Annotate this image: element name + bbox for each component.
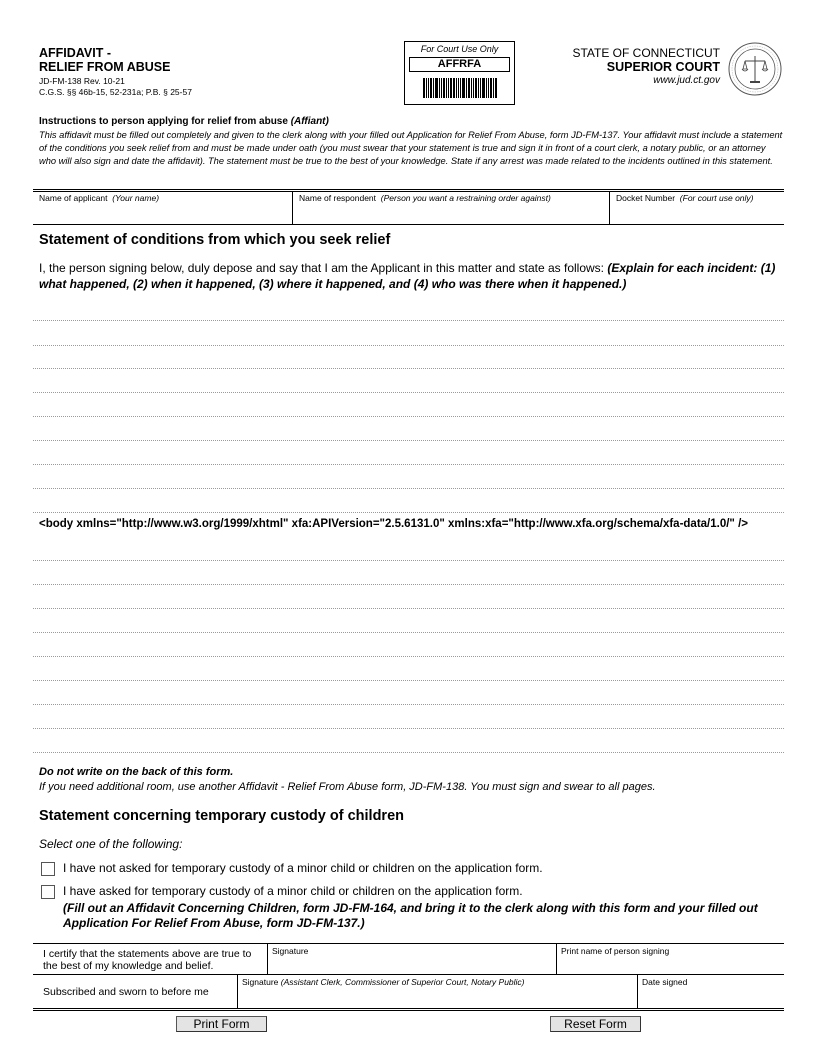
instructions-title-suffix: (Affiant) bbox=[290, 116, 329, 127]
print-form-button[interactable]: Print Form bbox=[176, 1016, 267, 1032]
docket-label: Docket Number bbox=[616, 193, 676, 203]
names-row bbox=[33, 192, 784, 225]
statement-line bbox=[33, 656, 784, 657]
not-asked-custody-checkbox[interactable] bbox=[41, 862, 55, 876]
statement-line bbox=[33, 512, 784, 513]
barcode-bar bbox=[495, 78, 497, 98]
barcode-bar bbox=[441, 78, 442, 98]
select-one-label: Select one of the following: bbox=[39, 837, 183, 851]
certify-statement: I certify that the statements above are true to the best of my knowledge and belief. bbox=[33, 944, 268, 974]
barcode-bar bbox=[480, 78, 481, 98]
state-name: STATE OF CONNECTICUT bbox=[572, 46, 720, 60]
barcode-bar bbox=[433, 78, 434, 98]
barcode-bar bbox=[473, 78, 474, 98]
statement-line bbox=[33, 416, 784, 417]
barcode-bar bbox=[490, 78, 492, 98]
applicant-signature-field[interactable] bbox=[268, 944, 557, 974]
barcode-bar bbox=[443, 78, 445, 98]
date-signed-label: Date signed bbox=[642, 977, 688, 987]
barcode-bar bbox=[468, 78, 470, 98]
respondent-label: Name of respondent bbox=[299, 193, 377, 203]
barcode-bar bbox=[460, 78, 461, 98]
statement-line bbox=[33, 632, 784, 633]
court-website: www.jud.ct.gov bbox=[653, 75, 720, 86]
statement-heading: Statement of conditions from which you seek relief bbox=[39, 232, 391, 248]
court-name: SUPERIOR COURT bbox=[606, 60, 720, 74]
barcode-bar bbox=[475, 78, 477, 98]
statement-line bbox=[33, 752, 784, 753]
statement-line bbox=[33, 345, 784, 346]
barcode-bar bbox=[435, 78, 438, 98]
barcode-bar bbox=[450, 78, 452, 98]
print-name-label: Print name of person signing bbox=[561, 946, 670, 956]
print-name-field[interactable] bbox=[557, 944, 784, 974]
form-title bbox=[39, 46, 170, 74]
barcode-bar bbox=[448, 78, 449, 98]
court-use-box bbox=[404, 41, 515, 105]
barcode-bar bbox=[428, 78, 429, 98]
barcode-bar bbox=[478, 78, 479, 98]
official-signature-field[interactable] bbox=[238, 975, 638, 1008]
signature-row-official bbox=[33, 975, 784, 1008]
barcode-bar bbox=[486, 78, 487, 98]
applicant-signature-label: Signature bbox=[272, 946, 309, 956]
instructions-text: This affidavit must be filled out completely and given to the clerk along with your filled out Application for Relief From Abuse, form JD-FM-137. Your affidavit must include a statement of the conditions you seek relief from and must be made under oath (you must swear that your statement is true and sign it in front of a court clerk, a notary public, or an attorney who will also sign and date the affidavit). The statement must be true to the best of your knowledge. State if any arrest was made related to the incidents outlined in this statement. bbox=[39, 130, 783, 166]
statement-line bbox=[33, 440, 784, 441]
applicant-hint: (Your name) bbox=[112, 193, 160, 203]
form-title-line2: RELIEF FROM ABUSE bbox=[39, 60, 171, 74]
additional-room-note: If you need additional room, use another Affidavit - Relief From Abuse form, JD-FM-138. You must sign and swear to all pages. bbox=[39, 781, 656, 793]
statement-line bbox=[33, 584, 784, 585]
barcode-bar bbox=[423, 78, 425, 98]
reset-form-button[interactable]: Reset Form bbox=[550, 1016, 641, 1032]
barcode-bar bbox=[446, 78, 447, 98]
statement-line bbox=[33, 680, 784, 681]
statement-line bbox=[33, 464, 784, 465]
instructions-title bbox=[39, 116, 329, 127]
respondent-name-field[interactable] bbox=[293, 192, 610, 224]
statement-intro-text: I, the person signing below, duly depose and say that I am the Applicant in this matter and state as follows: bbox=[39, 261, 608, 275]
statement-line bbox=[33, 704, 784, 705]
statement-line bbox=[33, 368, 784, 369]
court-heading bbox=[560, 46, 720, 88]
statement-line bbox=[33, 560, 784, 561]
signature-row-applicant bbox=[33, 944, 784, 975]
statement-line bbox=[33, 392, 784, 393]
docket-hint: (For court use only) bbox=[679, 193, 754, 203]
respondent-hint: (Person you want a restraining order against) bbox=[380, 193, 551, 203]
barcode-bar bbox=[493, 78, 494, 98]
form-meta bbox=[39, 76, 192, 98]
barcode-bar bbox=[426, 78, 427, 98]
barcode-bar bbox=[482, 78, 485, 98]
connecticut-judicial-seal-icon bbox=[728, 42, 782, 96]
official-signature-hint: (Assistant Clerk, Commissioner of Superior Court, Notary Public) bbox=[280, 977, 525, 987]
barcode-bar bbox=[453, 78, 455, 98]
barcode-icon bbox=[423, 78, 499, 98]
custody-heading: Statement concerning temporary custody of children bbox=[39, 808, 404, 824]
sworn-statement: Subscribed and sworn to before me bbox=[33, 975, 238, 1008]
signature-bottom-rule bbox=[33, 1008, 784, 1011]
barcode-bar bbox=[462, 78, 465, 98]
barcode-bar bbox=[488, 78, 489, 98]
court-use-label: For Court Use Only bbox=[420, 44, 499, 54]
official-signature-label: Signature bbox=[242, 977, 279, 987]
court-code: AFFRFA bbox=[409, 57, 510, 72]
barcode-bar bbox=[466, 78, 467, 98]
statutes: C.G.S. §§ 46b-15, 52-231a; P.B. § 25-57 bbox=[39, 87, 192, 97]
not-asked-custody-label: I have not asked for temporary custody of a minor child or children on the application form. bbox=[63, 861, 543, 875]
docket-number-field[interactable] bbox=[610, 192, 784, 224]
asked-custody-label: I have asked for temporary custody of a minor child or children on the application form. bbox=[63, 884, 523, 898]
asked-custody-checkbox[interactable] bbox=[41, 885, 55, 899]
statement-line bbox=[33, 728, 784, 729]
statement-line bbox=[33, 320, 784, 321]
asked-custody-note: (Fill out an Affidavit Concerning Children, form JD-FM-164, and bring it to the clerk along with this form and your filled out Application For Relief From Abuse, form JD-FM-137.) bbox=[63, 901, 758, 930]
date-signed-field[interactable] bbox=[638, 975, 784, 1008]
instructions-title-text: Instructions to person applying for relief from abuse bbox=[39, 116, 288, 127]
barcode-bar bbox=[430, 78, 432, 98]
barcode-bar bbox=[458, 78, 459, 98]
barcode-bar bbox=[471, 78, 472, 98]
barcode-bar bbox=[456, 78, 457, 98]
applicant-label: Name of applicant bbox=[39, 193, 108, 203]
statement-line bbox=[33, 488, 784, 489]
form-title-line1: AFFIDAVIT - bbox=[39, 46, 111, 60]
statement-intro bbox=[39, 260, 787, 292]
statement-field-text: <body xmlns="http://www.w3.org/1999/xhtml" xfa:APIVersion="2.5.6131.0" xmlns:xfa="http://www.xfa.org/schema/xfa-data/1.0/" /> bbox=[39, 518, 748, 530]
statement-intro-instructions: (Explain for each incident: (1) what happened, (2) when it happened, (3) where it happened, and (4) who was there when it happened.) bbox=[39, 261, 776, 291]
form-number: JD-FM-138 Rev. 10-21 bbox=[39, 76, 125, 86]
applicant-name-field[interactable] bbox=[33, 192, 293, 224]
statement-line bbox=[33, 608, 784, 609]
barcode-bar bbox=[439, 78, 440, 98]
back-of-form-note: Do not write on the back of this form. bbox=[39, 766, 234, 778]
